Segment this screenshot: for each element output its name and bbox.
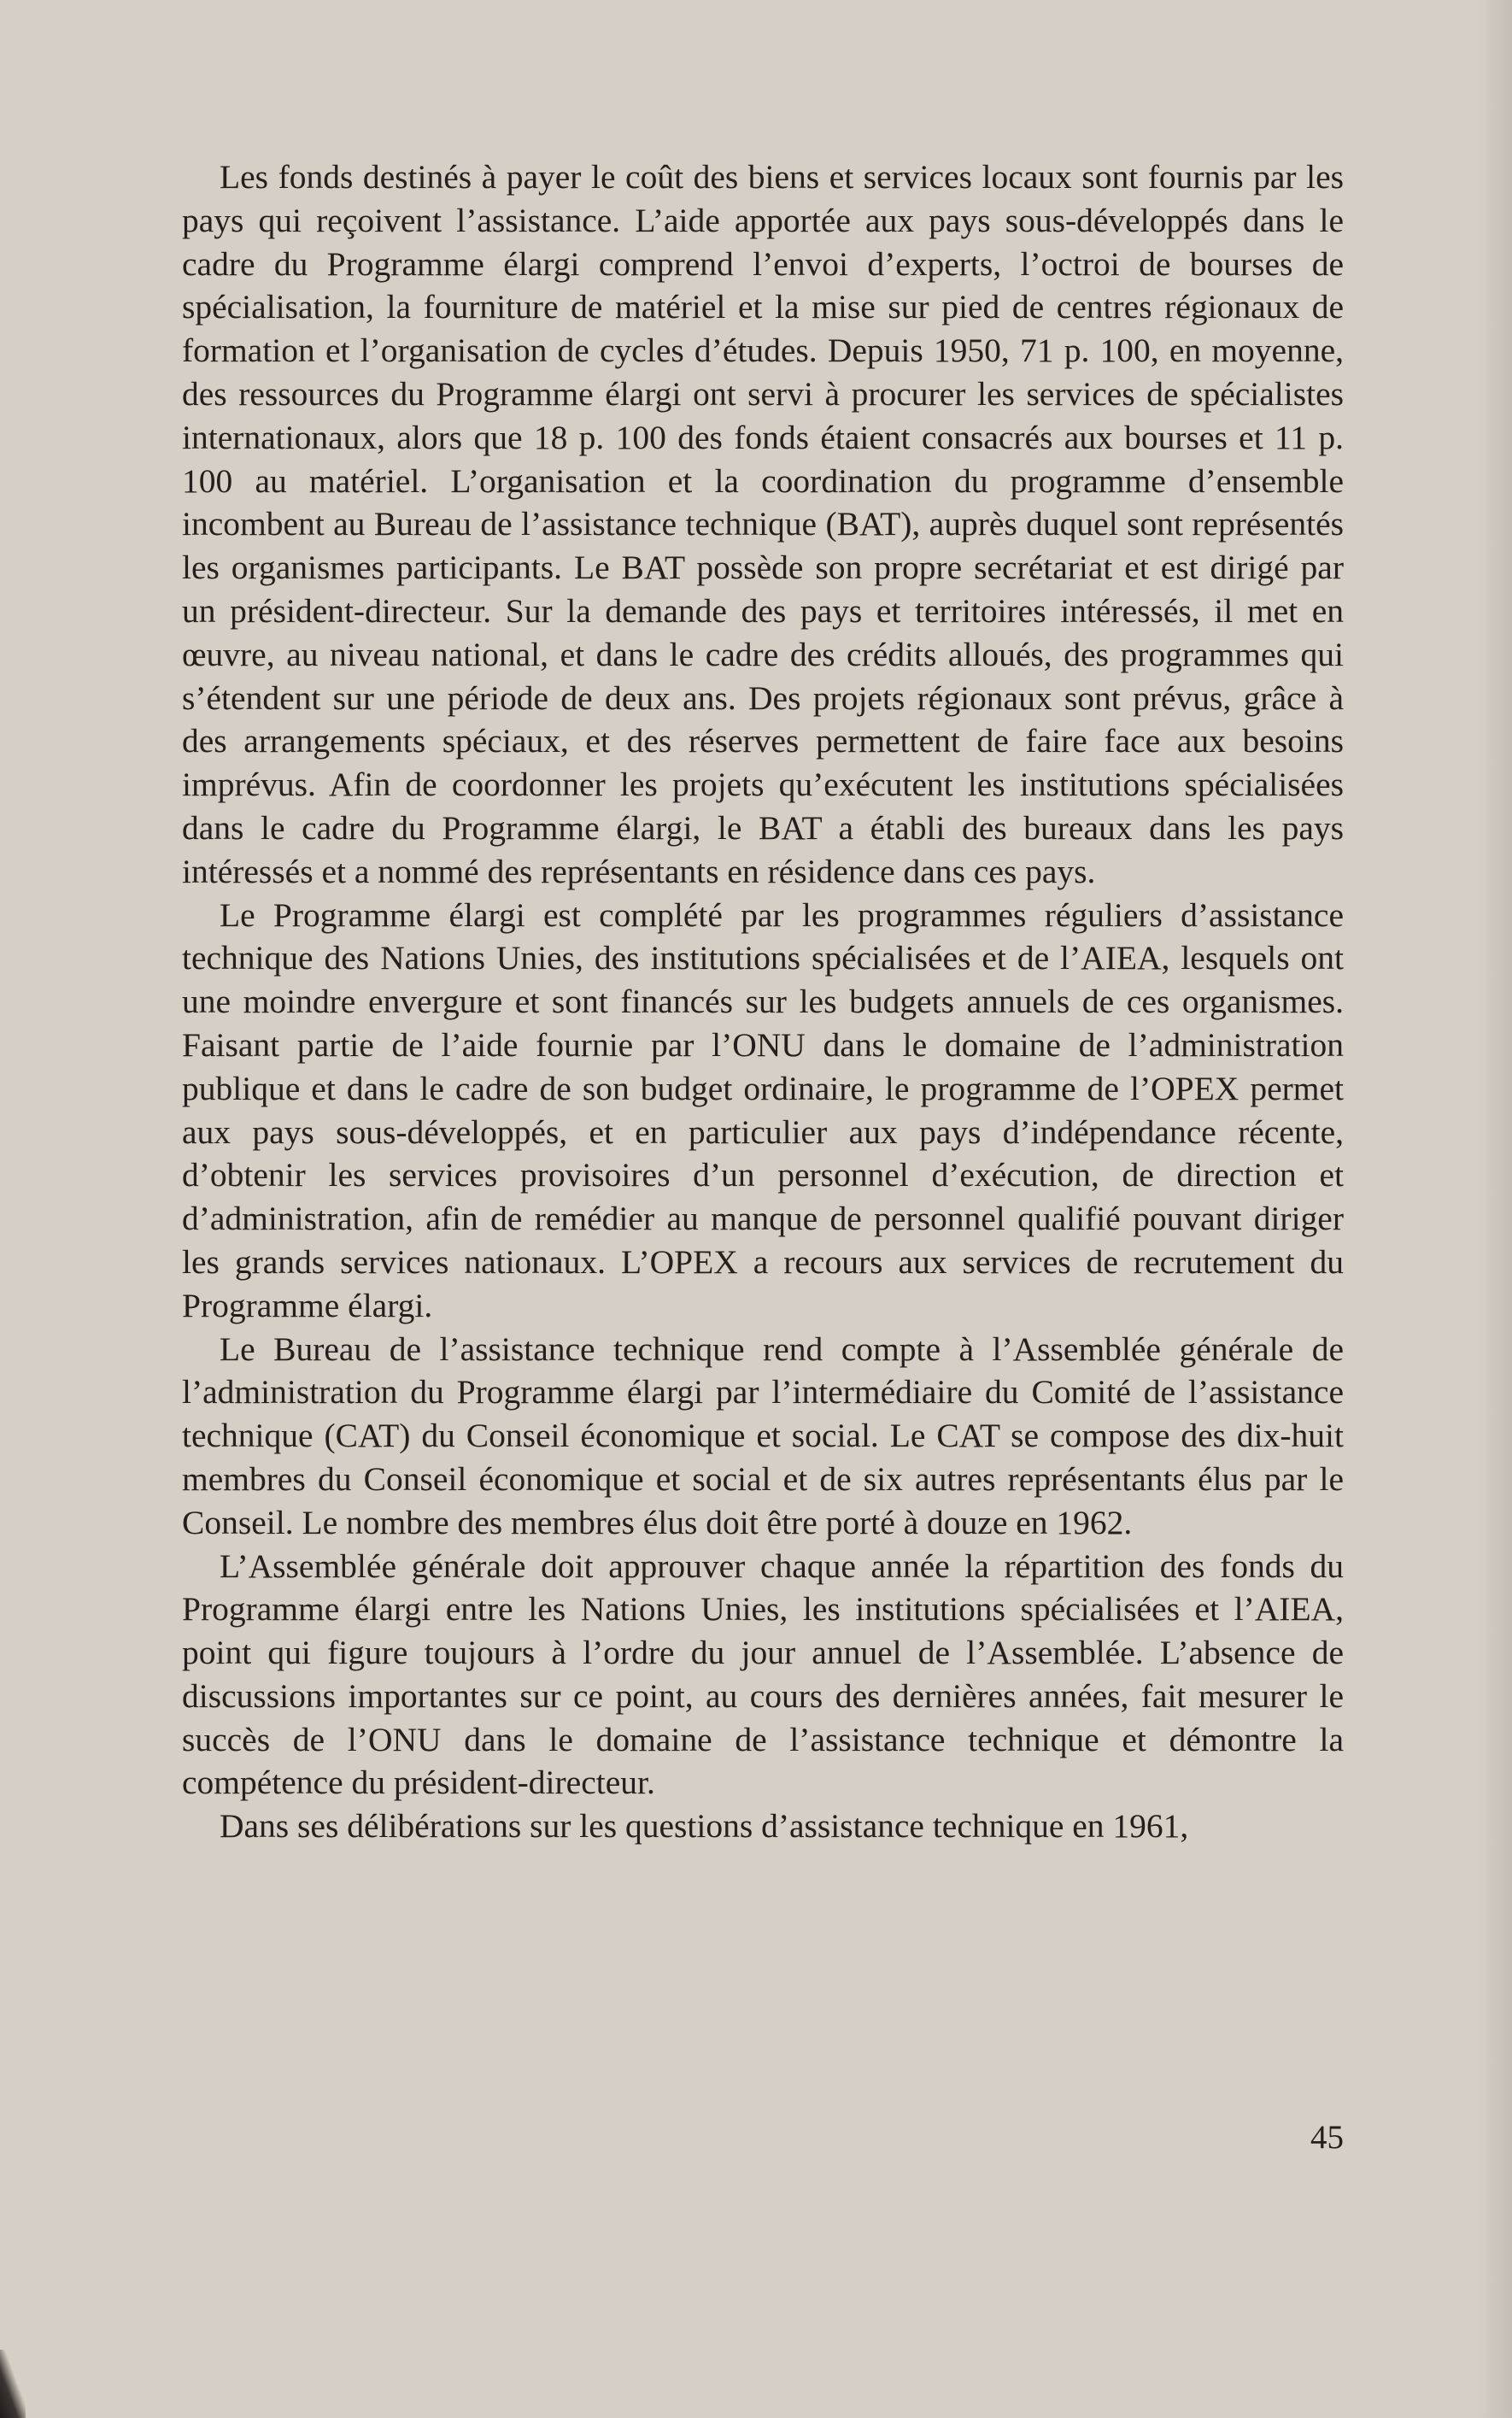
paragraph-2: Le Programme élargi est complété par les programmes réguliers d’assistance technique des Nations Unies, des institutions spécialisées et de l’AIEA, lesquels ont une moindre envergure et sont financés sur les budgets annuels de ces organismes. Faisant partie de l’aide fournie par l’ONU dans le domaine de l’administration publique et dans le cadre de son budget ordinaire, le programme de l’OPEX permet aux pays sous-développés, et en particulier aux pays d’indépendance récente, d’obtenir les services provisoires d’un personnel d’exécution, de direction et d’administration, afin de remédier au manque de personnel qualifié pouvant diriger les grands services nationaux. L’OPEX a recours aux services de recrutement du Programme élargi. <box>182 895 1344 1324</box>
page-number: 45 <box>1310 2119 1344 2156</box>
body-text <box>182 156 1344 1848</box>
page-edge-shadow <box>1478 0 1512 2418</box>
paragraph-5: Dans ses délibérations sur les questions d’assistance technique en 1961, <box>220 1807 1189 1846</box>
paragraph-3: Le Bureau de l’assistance technique rend compte à l’Assemblée générale de l’administration du Programme élargi par l’intermédiaire du Comité de l’assistance technique (CAT) du Conseil économique et social. Le CAT se compose des dix-huit membres du Conseil économique et social et de six autres représentants élus par le Conseil. Le nombre des membres élus doit être porté à douze en 1962. <box>182 1329 1344 1541</box>
paragraph-4: L’Assemblée générale doit approuver chaque année la répartition des fonds du Programme élargi entre les Nations Unies, les institutions spécialisées et l’AIEA, point qui figure toujours à l’ordre du jour annuel de l’Assemblée. L’absence de discussions importantes sur ce point, au cours des dernières années, fait mesurer le succès de l’ONU dans le domaine de l’assistance technique et démontre la compétence du président-directeur. <box>182 1546 1344 1802</box>
page-corner-shadow <box>0 2350 26 2418</box>
paragraph-1: Les fonds destinés à payer le coût des biens et services locaux sont fournis par les pays qui reçoivent l’assistance. L’aide apportée aux pays sous-développés dans le cadre du Programme élargi comprend l’envoi d’experts, l’octroi de bourses de spécialisation, la fourniture de matériel et la mise sur pied de centres régionaux de formation et l’organisation de cycles d’études. Depuis 1950, 71 p. 100, en moyenne, des ressources du Programme élargi ont servi à procurer les services de spécialistes internationaux, alors que 18 p. 100 des fonds étaient consacrés aux bourses et 11 p. 100 au matériel. L’organisation et la coordination du programme d’ensemble incombent au Bureau de l’assistance technique (BAT), auprès duquel sont représentés les organismes participants. Le BAT possède son propre secrétariat et est dirigé par un président-directeur. Sur la demande des pays et territoires intéressés, il met en œuvre, au niveau national, et dans le cadre des crédits alloués, des programmes qui s’étendent sur une période de deux ans. Des projets régionaux sont prévus, grâce à des arrangements spéciaux, et des réserves permettent de faire face aux besoins imprévus. Afin de coordonner les projets qu’exécutent les institutions spécialisées dans le cadre du Programme élargi, le BAT a établi des bureaux dans les pays intéressés et a nommé des représentants en résidence dans ces pays. <box>182 158 1344 890</box>
